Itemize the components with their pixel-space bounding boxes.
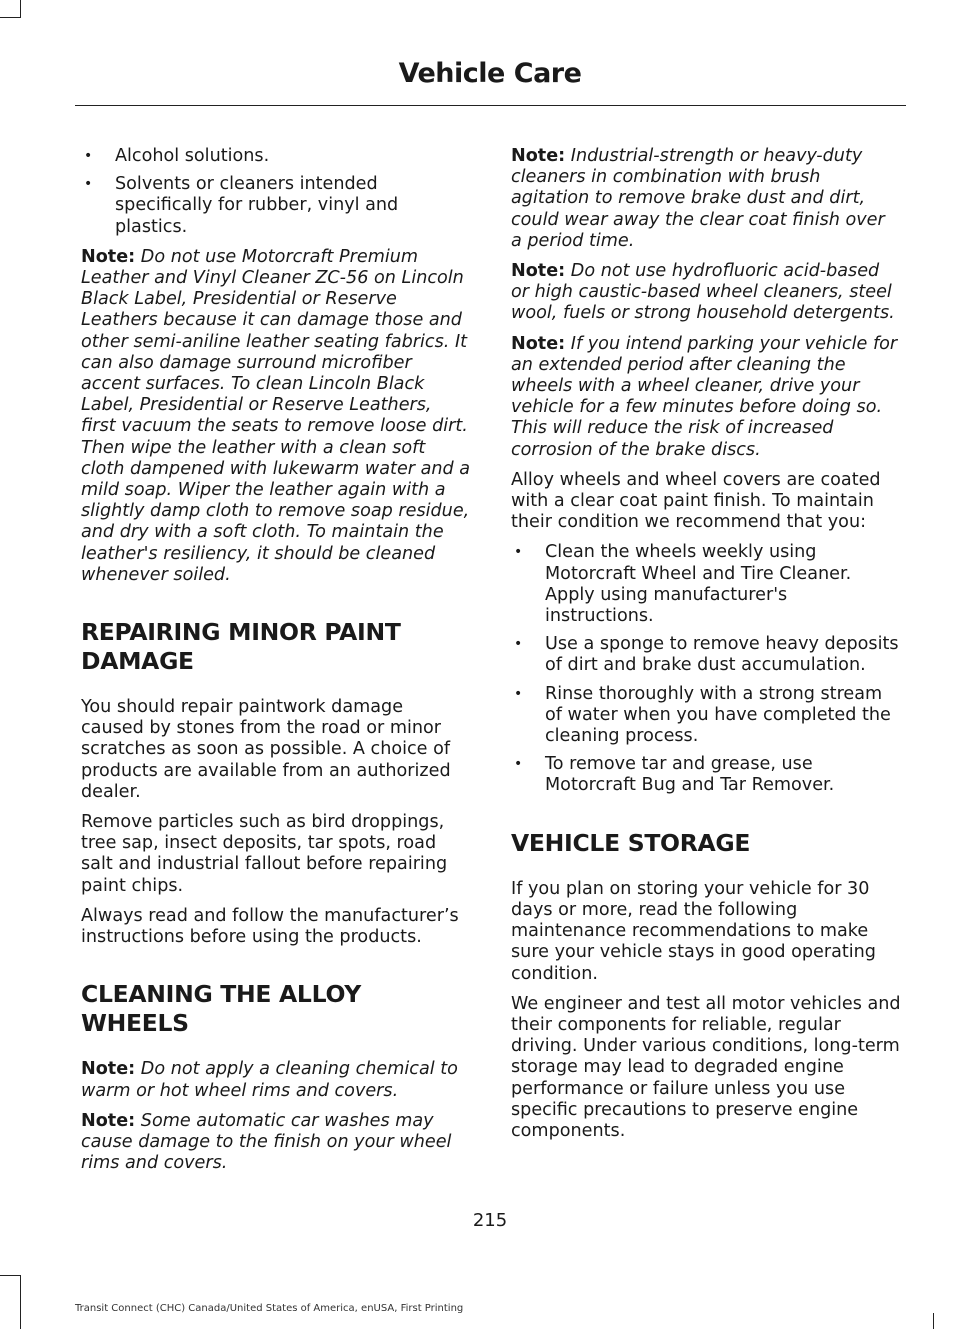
note-text: Do not apply a cleaning chemical to warm or hot wheel rims and covers. [81, 1059, 458, 1101]
note-paragraph [81, 1111, 471, 1175]
page-number: 215 [472, 1210, 508, 1231]
crop-mark [0, 17, 20, 18]
header-divider [75, 105, 906, 106]
note-paragraph [511, 146, 901, 252]
body-paragraph: If you plan on storing your vehicle for 30 days or more, read the following maintenance recommendations to make sure your vehicle stays in good operating condition. [511, 878, 876, 984]
note-label: Note: [511, 261, 566, 282]
note-label: Note: [81, 1059, 136, 1080]
note-text: Industrial-strength or heavy-duty cleaners in combination with brush agitation to remove brake dust and dirt, could wear away the clear coat finish over a period time. [511, 146, 885, 251]
note-paragraph [511, 261, 901, 325]
note-label: Note: [81, 246, 136, 267]
bullet-icon: • [514, 544, 523, 561]
bullet-icon: • [514, 636, 523, 653]
bullet-list [511, 542, 901, 796]
list-item: • Use a sponge to remove heavy deposits of dirt and brake dust accumulation. [514, 634, 899, 676]
body-paragraph: Alloy wheels and wheel covers are coated with a clear coat paint finish. To maintain their condition we recommend that you: [511, 469, 881, 533]
list-item: • Solvents or cleaners intended specifically for rubber, vinyl and plastics. [84, 174, 399, 237]
note-label: Note: [511, 333, 566, 354]
right-column [511, 146, 901, 1151]
body-paragraph: Always read and follow the manufacturer’s instructions before using the products. [81, 905, 459, 948]
page-title: Vehicle Care [398, 58, 582, 89]
note-text: If you intend parking your vehicle for an extended period after cleaning the wheels with a wheel cleaner, drive your vehicle for a few minutes before doing so. This will reduce the risk of increased corrosion of the brake discs. [511, 333, 898, 460]
body-paragraph: Remove particles such as bird droppings, tree sap, insect deposits, tar spots, road salt and industrial fallout before repairing paint chips. [81, 812, 448, 896]
note-text: Some automatic car washes may cause damage to the finish on your wheel rims and covers. [81, 1110, 452, 1174]
note-paragraph [511, 334, 901, 461]
crop-mark [0, 1275, 20, 1276]
note-text: Do not use hydrofluoric acid-based or high caustic-based wheel cleaners, steel wool, fuels or strong household detergents. [511, 261, 895, 324]
bullet-icon: • [84, 176, 93, 193]
list-item: • Alcohol solutions. [84, 146, 270, 166]
section-heading: REPAIRING MINOR PAINT DAMAGE [81, 618, 401, 676]
bullet-icon: • [514, 756, 523, 773]
note-label: Note: [511, 146, 566, 166]
list-item: • Clean the wheels weekly using Motorcraft Wheel and Tire Cleaner. Apply using manufacturer's instructions. [514, 542, 852, 627]
bullet-icon: • [84, 148, 93, 164]
crop-mark [933, 1313, 934, 1329]
section-heading: CLEANING THE ALLOY WHEELS [81, 980, 361, 1038]
note-label: Note: [81, 1110, 136, 1131]
left-column [81, 146, 471, 1183]
note-paragraph [81, 247, 471, 586]
bullet-icon: • [514, 685, 523, 702]
crop-mark [20, 0, 21, 18]
list-item: • Rinse thoroughly with a strong stream of water when you have completed the cleaning process. [514, 683, 891, 747]
note-text: Do not use Motorcraft Premium Leather and Vinyl Cleaner ZC-56 on Lincoln Black Label, Presidential or Reserve Leathers because it can damage those and other semi-aniline leather seating fabrics. It can also damage surround microfiber accent surfaces. To clean Lincoln Black Label, Presidential or Reserve Leathers, first vacuum the seats to remove loose dirt. Then wipe the leather with a clean soft cloth dampened with lukewarm water and a mild soap. Wiper the leather again with a slightly damp cloth to remove soap residue, and dry with a soft cloth. To maintain the leather's resiliency, it should be cleaned whenever soiled. [81, 246, 471, 585]
section-heading: VEHICLE STORAGE [511, 828, 751, 857]
body-paragraph: We engineer and test all motor vehicles and their components for reliable, regular driving. Under various conditions, long-term storage may lead to degraded engine performance or failure unless you use specific precautions to preserve engine components. [511, 993, 901, 1141]
footer-text: Transit Connect (CHC) Canada/United States of America, enUSA, First Printing [75, 1303, 464, 1314]
crop-mark [20, 1275, 21, 1329]
list-item: • To remove tar and grease, use Motorcraft Bug and Tar Remover. [514, 754, 835, 796]
bullet-list [81, 146, 471, 238]
body-paragraph: You should repair paintwork damage caused by stones from the road or minor scratches as soon as possible. A choice of products are available from an authorized dealer. [81, 697, 451, 802]
note-paragraph [81, 1059, 471, 1101]
